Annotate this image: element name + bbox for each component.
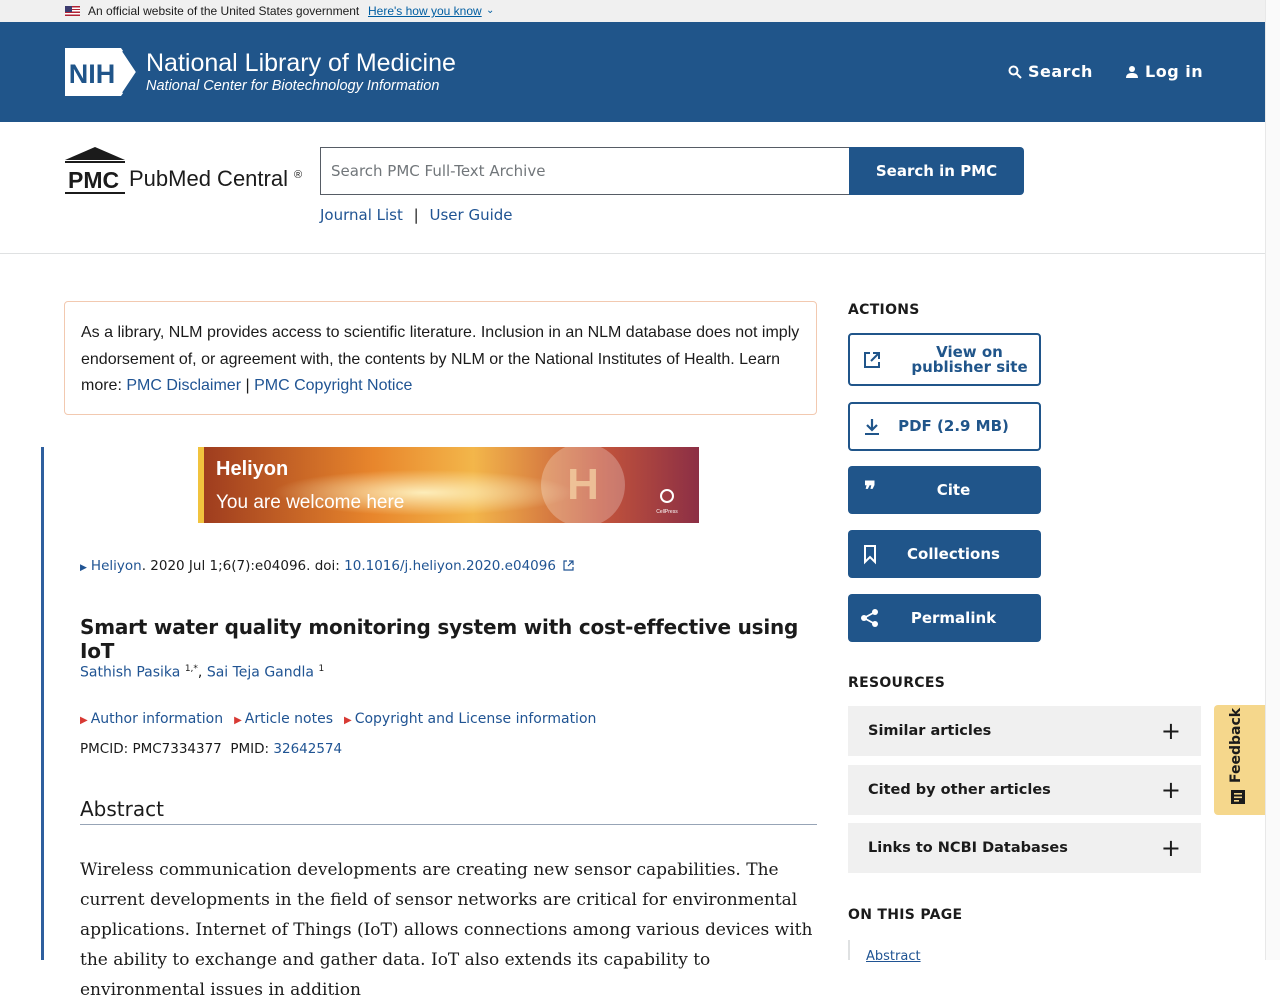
how-you-know-link[interactable]: Here's how you know bbox=[368, 4, 482, 18]
heliyon-banner-ad[interactable] bbox=[198, 447, 699, 523]
nlm-disclaimer bbox=[64, 301, 817, 415]
pmid-label: PMID: bbox=[230, 741, 270, 757]
us-flag-icon bbox=[65, 6, 80, 16]
author-link[interactable]: Sai Teja Gandla bbox=[206, 664, 314, 681]
ncbi-links-accordion[interactable]: Links to NCBI Databases + bbox=[848, 823, 1201, 873]
resources-heading: RESOURCES bbox=[848, 675, 946, 691]
author-separator: , bbox=[197, 664, 207, 681]
feedback-tab[interactable] bbox=[1214, 705, 1265, 815]
disclaimer-text: As a library, NLM provides access to scientific literature. Inclusion in an NLM database does not imply endorsement of, or agreement with, the contents by NLM or the National Institutes of Health. bbox=[81, 324, 800, 368]
header-search-button[interactable] bbox=[1008, 62, 1093, 81]
article-info-links bbox=[80, 711, 596, 727]
collections-button[interactable]: Collections bbox=[848, 530, 1041, 578]
quote-icon: ❞ bbox=[864, 477, 876, 503]
pmcid-label: PMCID: bbox=[80, 741, 129, 757]
author-affiliation: 1,* bbox=[184, 664, 198, 674]
header-search-label: Search bbox=[1028, 62, 1093, 81]
pmc-logo-name: PubMed Central bbox=[129, 166, 288, 191]
plus-icon: + bbox=[1160, 834, 1181, 862]
caret-right-icon[interactable]: ▶ bbox=[80, 563, 87, 573]
abstract-heading: Abstract bbox=[80, 797, 817, 825]
learn-more-label: Learn more: bbox=[81, 350, 781, 394]
pdf-download-button[interactable]: PDF (2.9 MB) bbox=[848, 402, 1041, 451]
plus-icon: + bbox=[1160, 717, 1181, 745]
pmcid-value: PMC7334377 bbox=[132, 741, 222, 757]
external-link-icon bbox=[862, 350, 882, 370]
gov-banner-text: An official website of the United States government bbox=[88, 4, 360, 18]
copyright-info-toggle[interactable]: ▶ Copyright and License information bbox=[344, 711, 597, 727]
bookmark-icon bbox=[860, 544, 880, 564]
pmc-nav-links bbox=[320, 206, 513, 224]
on-this-page-rail bbox=[848, 940, 850, 960]
user-icon bbox=[1125, 65, 1139, 79]
nlm-title[interactable]: National Library of Medicine bbox=[146, 49, 456, 77]
doi-link[interactable]: 10.1016/j.heliyon.2020.e04096 bbox=[344, 558, 556, 574]
nih-logo[interactable] bbox=[65, 48, 138, 96]
pmc-disclaimer-link[interactable]: PMC Disclaimer bbox=[126, 377, 242, 394]
header-login-label: Log in bbox=[1145, 62, 1204, 81]
pmc-logo-abbr: PMC bbox=[68, 167, 120, 193]
triangle-right-icon: ▶ bbox=[234, 715, 242, 726]
article-ids bbox=[80, 741, 342, 757]
pmc-copyright-link[interactable]: PMC Copyright Notice bbox=[254, 377, 413, 394]
article-accent-line bbox=[41, 447, 44, 960]
pmc-search-area bbox=[0, 122, 1265, 254]
user-guide-link[interactable]: User Guide bbox=[429, 206, 513, 224]
svg-text:H: H bbox=[567, 460, 599, 509]
gov-banner bbox=[0, 0, 1280, 22]
on-this-page-heading: ON THIS PAGE bbox=[848, 907, 963, 923]
heliyon-brand: Heliyon bbox=[216, 458, 289, 480]
article-title: Smart water quality monitoring system with cost-effective using IoT bbox=[80, 615, 799, 663]
journal-link[interactable]: Heliyon bbox=[90, 558, 142, 574]
feedback-icon bbox=[1230, 789, 1246, 805]
article-citation bbox=[80, 558, 574, 574]
permalink-button[interactable]: Permalink bbox=[848, 594, 1041, 642]
cellpress-text: CellPress bbox=[656, 509, 678, 515]
feedback-label: Feedback bbox=[1228, 707, 1244, 783]
author-affiliation: 1 bbox=[318, 664, 325, 674]
search-in-pmc-button[interactable]: Search in PMC bbox=[849, 147, 1024, 195]
ncbi-subtitle: National Center for Biotechnology Information bbox=[146, 78, 440, 94]
article-notes-toggle[interactable]: ▶ Article notes bbox=[234, 711, 333, 727]
external-link-icon bbox=[563, 560, 574, 571]
disclaimer-separator: | bbox=[245, 377, 250, 394]
on-this-page-abstract-link[interactable]: Abstract bbox=[866, 949, 921, 964]
author-list bbox=[80, 664, 324, 681]
cited-by-accordion[interactable]: Cited by other articles + bbox=[848, 765, 1201, 815]
search-icon bbox=[1008, 65, 1022, 79]
citation-details: . 2020 Jul 1;6(7):e04096. doi: bbox=[141, 558, 345, 574]
download-icon bbox=[862, 417, 882, 437]
share-icon bbox=[860, 608, 880, 628]
pmid-link[interactable]: 32642574 bbox=[273, 741, 343, 757]
chevron-down-icon[interactable]: ⌄ bbox=[486, 5, 495, 16]
pmc-logo[interactable] bbox=[64, 146, 314, 196]
cite-button[interactable]: ❞ Cite bbox=[848, 466, 1041, 514]
abstract-text: Wireless communication developments are creating new sensor capabilities. The current developments in the field of sensor networks are critical for environmental applications. Internet of Things (IoT) allows connections among various devices with the ability to exchange and gather data. IoT also extends its capability to environmental issues in addition bbox=[80, 860, 813, 1000]
pmc-logo-reg: ® bbox=[294, 169, 303, 181]
triangle-right-icon: ▶ bbox=[344, 715, 352, 726]
plus-icon: + bbox=[1160, 776, 1181, 804]
pmc-logo-roof-icon bbox=[65, 147, 125, 160]
journal-list-link[interactable]: Journal List bbox=[320, 206, 403, 224]
actions-heading: ACTIONS bbox=[848, 302, 920, 318]
header-login-button[interactable] bbox=[1125, 62, 1203, 81]
vertical-scrollbar[interactable] bbox=[1265, 0, 1280, 960]
pmc-search-input[interactable] bbox=[320, 147, 850, 195]
nih-logo-text: NIH bbox=[68, 59, 116, 89]
link-separator: | bbox=[413, 206, 419, 224]
heliyon-tagline: You are welcome here bbox=[216, 492, 405, 513]
author-information-toggle[interactable]: ▶ Author information bbox=[80, 711, 224, 727]
similar-articles-accordion[interactable]: Similar articles + bbox=[848, 706, 1201, 756]
view-on-publisher-button[interactable]: View on publisher site bbox=[848, 333, 1041, 386]
author-link[interactable]: Sathish Pasika bbox=[80, 664, 181, 681]
triangle-right-icon: ▶ bbox=[80, 715, 88, 726]
nih-header bbox=[0, 22, 1265, 122]
